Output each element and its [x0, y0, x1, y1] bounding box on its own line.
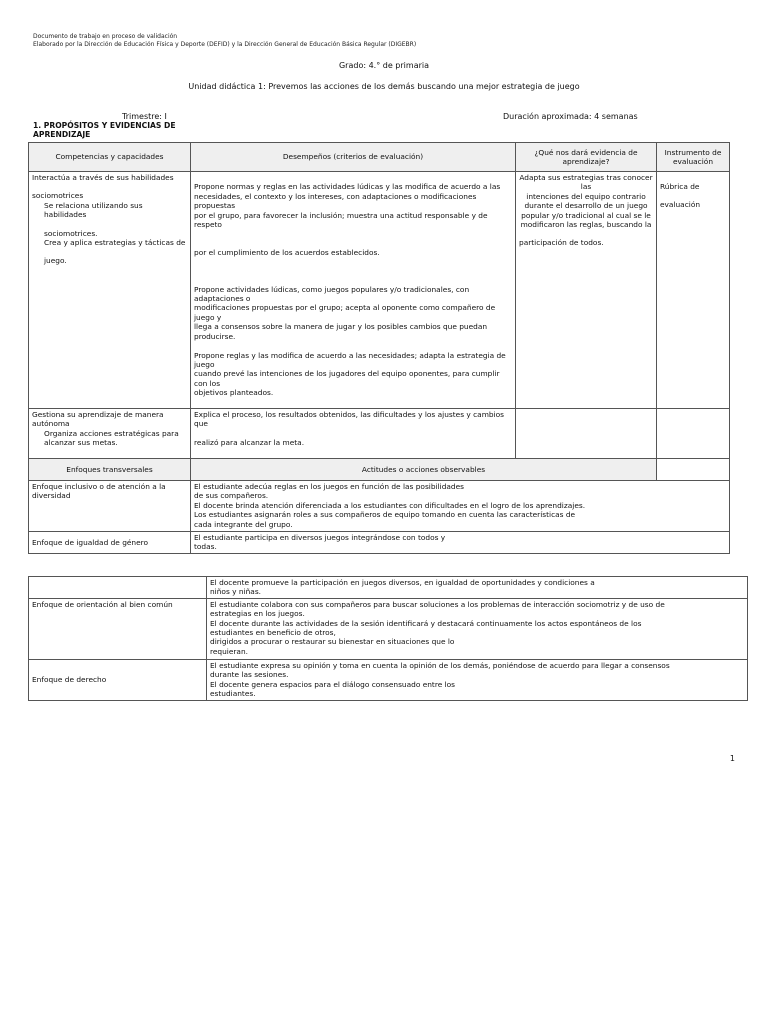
capacidad-2: Crea y aplica estrategias y tácticas de	[44, 238, 186, 248]
header-actitudes: Actitudes o acciones observables	[191, 458, 657, 480]
empty-cell	[657, 408, 730, 458]
instrumento-line-1: Rúbrica de	[660, 182, 700, 191]
header-desempenos: Desempeños (criterios de evaluación)	[191, 143, 516, 172]
instrumento-line-2: evaluación	[660, 200, 701, 210]
section-title: 1. PROPÓSITOS Y EVIDENCIAS DE APRENDIZAJE	[33, 121, 176, 139]
header-competencias: Competencias y capacidades	[29, 143, 191, 172]
header-line-2: Elaborado por la Dirección de Educación Física y Deporte (DEFID) y la Dirección General de Educación Básica Regular (DIGEBR)	[33, 41, 417, 48]
desempeno-gestiona-1b: realizó para alcanzar la meta.	[194, 437, 305, 447]
capacidad-1b: sociomotrices.	[44, 228, 98, 238]
instrumento-cell	[657, 172, 730, 409]
enfoque-bien-comun: Enfoque de orientación al bien común	[29, 598, 207, 659]
competencia-title: Interactúa a través de sus habilidades	[32, 173, 174, 182]
capacidad-1: Se relaciona utilizando sus habilidades	[44, 200, 143, 220]
grade-label: Grado: 4.° de primaria	[338, 61, 430, 70]
enfoque-derecho-text: El estudiante expresa su opinión y toma en cuenta la opinión de los demás, poniéndose de acuerdo para llegar a consensos durante las sesiones. El docente genera espacios para el diálogo consensuado entre los estudiantes.	[207, 659, 748, 700]
evidencia-cell	[516, 172, 657, 409]
desempeno-3: Propone reglas y las modifica de acuerdo a las necesidades; adapta la estrategia de juego cuando prevé las intenciones de los jugadores del equipo oponentes, para cumplir con los objetivos planteados.	[194, 350, 506, 398]
empty-cell	[516, 408, 657, 458]
purposes-table	[28, 142, 730, 554]
desempeno-2: Propone actividades lúdicas, como juegos populares y/o tradicionales, con adaptaciones o modificaciones propuestas por el grupo; acepta al oponente como compañero de juego y llega a consensos sobre la manera de jugar y los posibles cambios que puedan producirse.	[194, 284, 496, 341]
enfoque-derecho: Enfoque de derecho	[29, 659, 207, 700]
competencia-title-2: sociomotrices	[32, 191, 84, 201]
capacidad-gestiona: Organiza acciones estratégicas para	[44, 428, 179, 438]
header-line-1: Documento de trabajo en proceso de validación	[33, 33, 178, 40]
header-enfoques: Enfoques transversales	[29, 458, 191, 480]
header-instrumento: Instrumento de evaluación	[657, 143, 730, 172]
desempeno-gestiona-1: Explica el proceso, los resultados obtenidos, las dificultades y los ajustes y cambios que	[194, 409, 505, 429]
trimester-label: Trimestre: I	[122, 112, 167, 121]
unit-title: Unidad didáctica 1: Prevemos las acciones de los demás buscando una mejor estrategia de juego	[188, 82, 580, 91]
evidencia-text: Adapta sus estrategias tras conocer las intenciones del equipo contrario durante el desarrollo de un juego popular y/o tradicional al cual se le modificaron las reglas, buscando la	[519, 173, 653, 230]
enfoque-inclusivo: Enfoque inclusivo o de atención a la diversidad	[29, 480, 191, 531]
desempenos-gestiona	[191, 408, 516, 458]
enfoque-igualdad: Enfoque de igualdad de género	[29, 531, 191, 553]
enfoque-igualdad-cont-text: El docente promueve la participación en juegos diversos, en igualdad de oportunidades y condiciones a niños y niñas.	[207, 577, 748, 599]
page-number: 1	[729, 754, 735, 763]
competencia-gestiona	[29, 408, 191, 458]
enfoque-igualdad-actitudes: El estudiante participa en diversos juegos integrándose con todos y todas.	[191, 531, 730, 553]
enfoques-table-continued	[28, 576, 748, 701]
desempeno-1: Propone normas y reglas en las actividades lúdicas y las modifica de acuerdo a las necesidades, el contexto y los intereses, con adaptaciones o modificaciones propuestas por el grupo, para favorecer la inclusión; muestra una actitud responsable y de respeto	[194, 182, 501, 230]
enfoque-bien-comun-text: El estudiante colabora con sus compañeros para buscar soluciones a los problemas de interacción sociomotriz y de uso de estrategias en los juegos. El docente durante las actividades de la sesión identificará y destacará continuamente los actos espontáneos de los estudiantes en beneficio de otros, dirigidos a procurar o restaurar su bienestar en situaciones que lo requieran.	[207, 598, 748, 659]
enfoque-igualdad-cont	[29, 577, 207, 599]
desempeno-1b: por el cumplimiento de los acuerdos establecidos.	[194, 247, 380, 257]
empty-cell	[657, 458, 730, 480]
capacidad-2b: juego.	[44, 256, 67, 266]
desempenos-interactua	[191, 172, 516, 409]
enfoque-inclusivo-actitudes: El estudiante adecúa reglas en los juegos en función de las posibilidades de sus compañeros. El docente brinda atención diferenciada a los estudiantes con dificultades en el logro de los aprendizajes. Los estudiantes asignarán roles a sus compañeros de equipo tomando en cuenta las características de cada integrante del grupo.	[191, 480, 730, 531]
duration-label: Duración aproximada: 4 semanas	[503, 112, 638, 121]
evidencia-text-2: participación de todos.	[519, 238, 604, 248]
competencia-2-title: Gestiona su aprendizaje de manera autónoma	[32, 409, 164, 429]
header-evidencia: ¿Qué nos dará evidencia de aprendizaje?	[516, 143, 657, 172]
competencia-interactua	[29, 172, 191, 409]
capacidad-gestiona-b: alcanzar sus metas.	[44, 438, 118, 448]
